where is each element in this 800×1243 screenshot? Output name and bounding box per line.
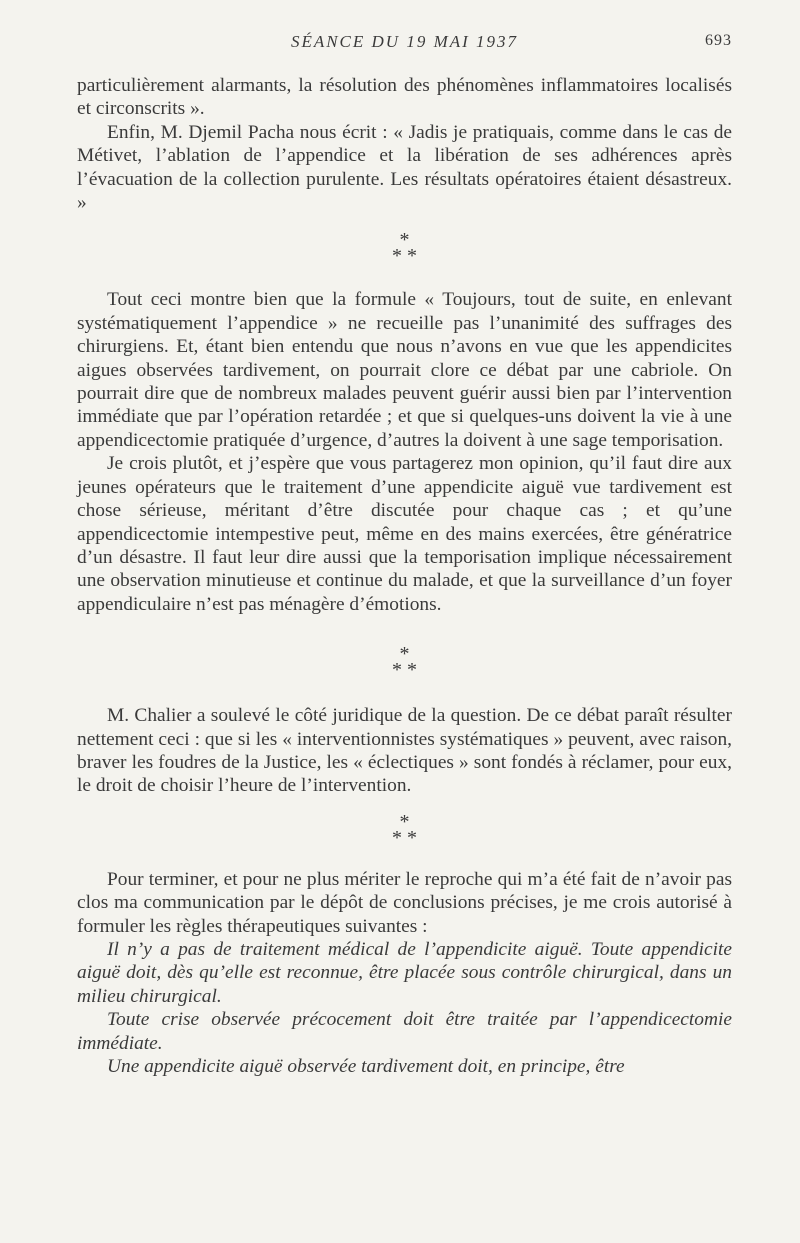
running-head: SÉANCE DU 19 MAI 1937 — [290, 32, 519, 51]
body-text — [77, 74, 732, 1078]
section-separator — [77, 643, 732, 682]
section-separator — [77, 810, 732, 849]
separator-star-top: * — [399, 810, 410, 833]
separator-star-top: * — [399, 643, 410, 666]
paragraph: particulièrement alarmants, la résolution des phénomènes inflammatoires localisés et circonscrits ». — [77, 75, 732, 120]
paragraph: Je crois plutôt, et j’espère que vous partagerez mon opinion, qu’il faut dire aux jeunes opérateurs que le traitement d’une appendicite aiguë vue tardivement est chose sérieuse, méritant d’être discutée pour chaque cas ; et qu’une appendicectomie intempestive peut, même en des mains exercées, être génératrice d’un désastre. Il faut leur dire aussi que la temporisation implique nécessairement une observation minutieuse et continue du malade, et que la surveillance d’un foyer appendiculaire n’est pas ménagère d’émotions. — [77, 453, 732, 615]
page-header — [77, 32, 732, 56]
page-number: 693 — [705, 32, 732, 49]
separator-star-bottom: * * — [392, 826, 417, 849]
paragraph: M. Chalier a soulevé le côté juridique de la question. De ce débat paraît résulter nettement ceci : que si les « interventionnistes systématiques » peuvent, avec raison, braver les foudres de la Justice, les « éclectiques » sont fondés à réclamer, pour eux, le droit de choisir l’heure de l’intervention. — [77, 705, 732, 797]
separator-star-top: * — [399, 229, 410, 252]
paragraph: Une appendicite aiguë observée tardivement doit, en principe, être — [107, 1056, 625, 1077]
paragraph: Toute crise observée précocement doit être traitée par l’appendicectomie immédiate. — [77, 1009, 732, 1054]
separator-star-bottom: * * — [392, 659, 417, 682]
paragraph: Pour terminer, et pour ne plus mériter le reproche qui m’a été fait de n’avoir pas clos ma communication par le dépôt de conclusions précises, je me crois autorisé à formuler les règles thérapeutiques suivantes : — [77, 868, 732, 937]
paragraph: Il n’y a pas de traitement médical de l’appendicite aiguë. Toute appendicite aiguë doit, dès qu’elle est reconnue, être placée sous contrôle chirurgical, dans un milieu chirurgical. — [77, 938, 732, 1007]
paragraph: Enfin, M. Djemil Pacha nous écrit : « Jadis je pratiquais, comme dans le cas de Métivet, l’ablation de l’appendice et la libération de ses adhérences après l’évacuation de la collection purulente. Les résultats opératoires étaient désastreux. » — [77, 121, 732, 214]
section-separator — [77, 229, 732, 268]
separator-star-bottom: * * — [392, 245, 417, 268]
paragraph: Tout ceci montre bien que la formule « Toujours, tout de suite, en enlevant systématiquement l’appendice » ne recueille pas l’unanimité des suffrages des chirurgiens. Et, étant bien entendu que nous n’avons en vue que les appendicites aigues observées tardivement, on pourrait clore ce débat par une cabriole. On pourrait dire que de nombreux malades peuvent guérir aussi bien par l’intervention immédiate que par l’opération retardée ; et que si quelques-uns doivent la vie à une appendicectomie pratiquée d’urgence, d’autres la doivent à une sage temporisation. — [77, 289, 732, 451]
